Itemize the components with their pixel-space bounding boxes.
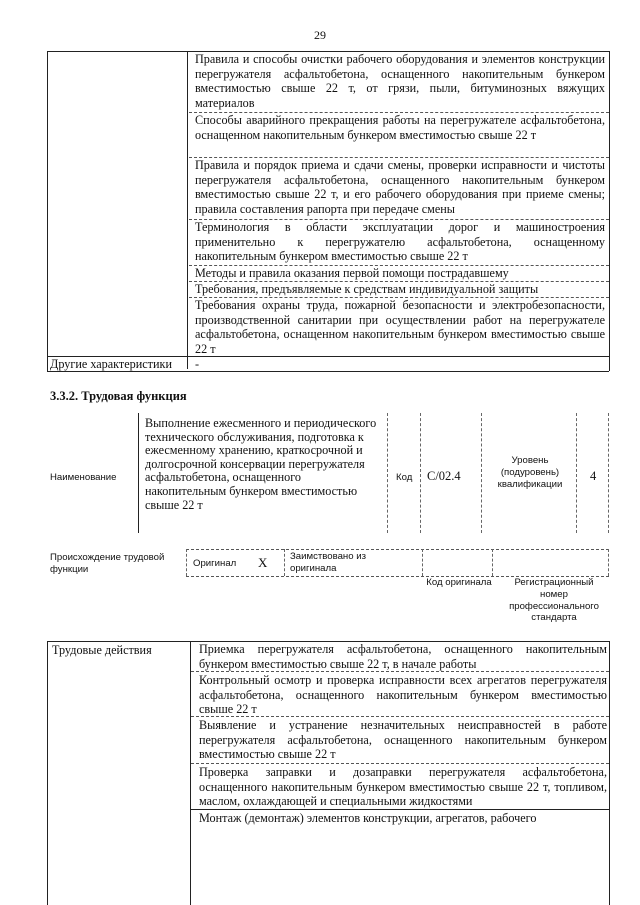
reg-number-caption: Регистрационный номер профессионального стандарта: [509, 577, 599, 624]
table-border-left: [47, 641, 48, 905]
function-name: Выполнение ежесменного и периодического технического обслуживания, подготовка к ежесменному хранению, краткосрочной и долгосрочной консервации перегружателя асфальтобетона, оснащенного накопительным бункером вместимостью свыше 22 т: [145, 416, 377, 512]
other-characteristics-value: -: [195, 357, 200, 371]
code-label: Код: [396, 472, 413, 483]
row-divider: [191, 809, 609, 810]
origin-label: Происхождение трудовой функции: [50, 552, 165, 575]
row-divider: [191, 763, 609, 764]
column-divider: [190, 641, 191, 905]
labor-action-row: Проверка заправки и дозаправки перегружателя асфальтобетона, оснащенного накопительным бункером вместимостью свыше 22 т, топливом, маслом, охлаждающей и специальными жидкостями: [199, 765, 607, 809]
knowledge-row: Методы и правила оказания первой помощи пострадавшему: [195, 266, 509, 280]
section-title: 3.3.2. Трудовая функция: [50, 389, 187, 403]
knowledge-row: Требования охраны труда, пожарной безопасности и электробезопасности, производственной санитарии при осуществлении работ на перегружателе асфальтобетона, оснащенном накопительным бункером вместимостью свыше 22 т: [195, 298, 605, 356]
original-mark: X: [258, 555, 268, 570]
row-divider: [191, 716, 609, 717]
knowledge-row: Способы аварийного прекращения работы на перегружателе асфальтобетона, оснащенном накопительным бункером вместимостью свыше 22 т: [195, 113, 605, 142]
original-label: Оригинал: [193, 558, 237, 569]
knowledge-row: Терминология в области эксплуатации дорог и машиностроения применительно к перегружателю асфальтобетона, оснащенному накопительным бункером вместимостью свыше 22 т: [195, 220, 605, 264]
labor-action-row: Контрольный осмотр и проверка исправности всех агрегатов перегружателя асфальтобетона, оснащенного накопительным бункером вместимостью свыше 22 т: [199, 673, 607, 717]
page-number: 29: [314, 28, 326, 42]
row-divider: [191, 671, 609, 672]
other-characteristics-label: Другие характеристики: [50, 357, 172, 371]
code-original-caption: Код оригинала: [426, 577, 492, 588]
knowledge-row: Правила и порядок приема и сдачи смены, проверки исправности и чистоты перегружателя асфальтобетона, оснащенного накопительным бункером вместимостью свыше 22 т, и его рабочего оборудования при приеме смены; правила составления рапорта при передаче смены: [195, 158, 605, 216]
labor-actions-label: Трудовые действия: [52, 643, 152, 657]
level-value: 4: [590, 469, 597, 483]
name-label: Наименование: [50, 472, 117, 483]
labor-action-row: Выявление и устранение незначительных неисправностей в работе перегружателя асфальтобетона, оснащенного накопительным бункером вместимостью свыше 22 т: [199, 718, 607, 762]
knowledge-row: Правила и способы очистки рабочего оборудования и элементов конструкции перегружателя асфальтобетона, оснащенного накопительным бункером вместимостью свыше 22 т, от грязи, пыли, битуминозных вяжущих материалов: [195, 52, 605, 110]
borrowed-label: Заимствовано из оригинала: [290, 551, 366, 574]
level-label: Уровень (подуровень) квалификации: [497, 455, 563, 490]
labor-action-row: Приемка перегружателя асфальтобетона, оснащенного накопительным бункером вместимостью свыше 22 т, в начале работы: [199, 642, 607, 671]
labor-action-row: Монтаж (демонтаж) элементов конструкции, агрегатов, рабочего: [199, 811, 537, 825]
knowledge-row: Требования, предъявляемые к средствам индивидуальной защиты: [195, 282, 539, 296]
function-code: C/02.4: [427, 469, 461, 483]
